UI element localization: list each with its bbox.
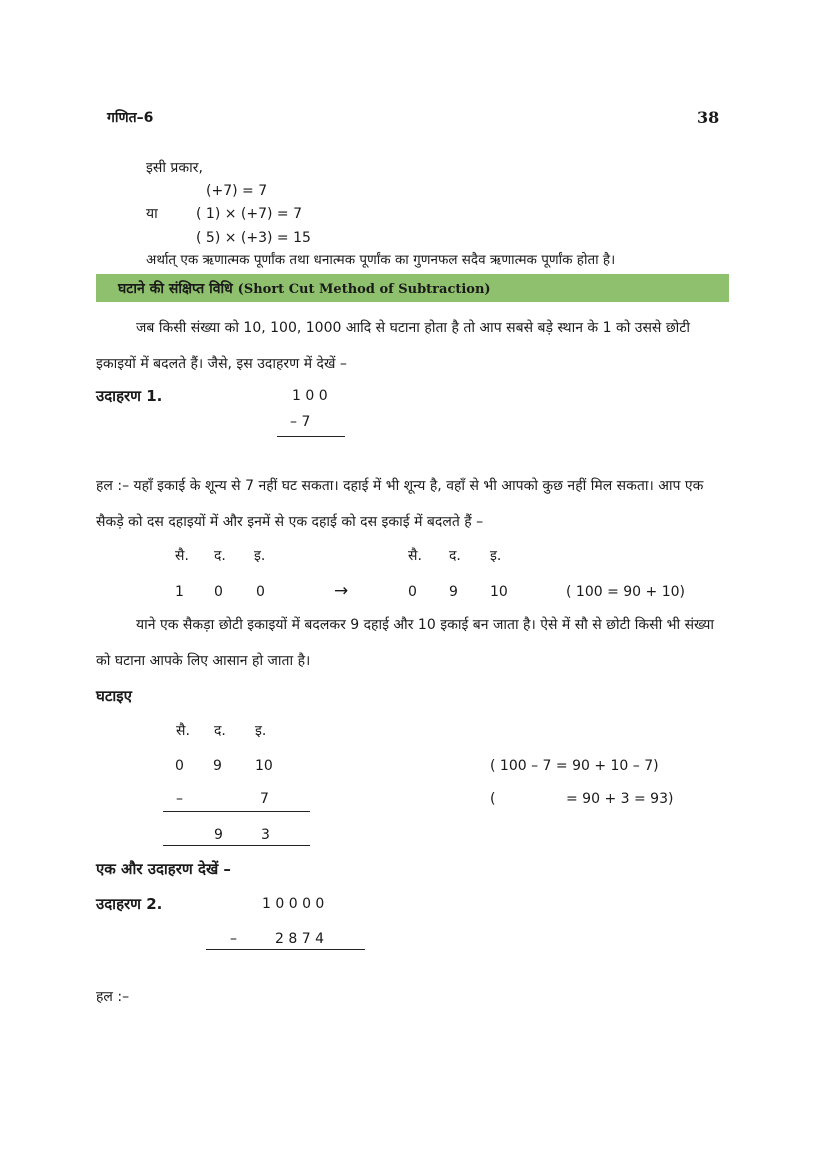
subtract-note-2: = 90 + 3 = 93) [566, 791, 674, 807]
place-header-units-2: इ. [490, 548, 502, 564]
section-title-hindi: घटाने की संक्षिप्त विधि [118, 281, 233, 297]
example-2-top-number: 1 0 0 0 0 [262, 896, 325, 912]
conclusion-text: अर्थात् एक ऋणात्मक पूर्णांक तथा धनात्मक पूर्णांक का गुणनफल सदैव ऋणात्मक पूर्णांक होता है। [146, 252, 616, 268]
conversion-right-tens: 9 [449, 584, 458, 600]
place-header-units: इ. [254, 548, 266, 564]
solution-2: हल :– [96, 989, 130, 1005]
subtract-row-hundreds: 0 [175, 758, 184, 774]
place-header-tens: द. [214, 548, 226, 564]
intro-line: इसी प्रकार, [146, 160, 203, 176]
paragraph-intro-text: जब किसी संख्या को 10, 100, 1000 आदि से घटाना होता है तो आप सबसे बड़े स्थान के 1 को उससे छोटी इकाइयों में बदलते हैं। जैसे, इस उदाहरण में देखें – [96, 320, 690, 372]
paragraph-explain-text: याने एक सैकड़ा छोटी इकाइयों में बदलकर 9 दहाई और 10 इकाई बन जाता है। ऐसे में सौ से छोटी किसी भी संख्या को घटाना आपके लिए आसान हो जाता है। [96, 617, 714, 669]
subtract-row-units: 10 [255, 758, 273, 774]
equation-1: (+7) = 7 [206, 183, 268, 199]
example-1-label: उदाहरण 1. [96, 387, 163, 405]
subtract-minus-sign: – [176, 791, 183, 807]
example-2-minus-sign: – [230, 931, 237, 947]
section-banner [96, 274, 729, 302]
solution-1 [96, 468, 729, 540]
arrow-icon: → [334, 581, 349, 601]
example-2-intro: एक और उदाहरण देखें – [96, 860, 231, 878]
example-1-subtrahend: – 7 [290, 414, 311, 430]
equation-2: ( 1) × (+7) = 7 [196, 206, 303, 222]
section-title-english: (Short Cut Method of Subtraction) [237, 282, 491, 297]
conversion-left-hundreds: 1 [175, 584, 184, 600]
conversion-left-units: 0 [256, 584, 265, 600]
example-2-label: उदाहरण 2. [96, 895, 163, 913]
subtract-rule-bottom [163, 845, 310, 846]
subtract-note-2-open: ( [490, 791, 496, 807]
solution-1-text: हल :– यहाँ इकाई के शून्य से 7 नहीं घट सकता। दहाई में भी शून्य है, वहाँ से भी आपको कुछ नहीं मिल सकता। आप एक सैकड़े को दस दहाइयों में और इनमें से एक दहाई को दस इकाई में बदलते हैं – [96, 478, 704, 530]
conversion-right-hundreds: 0 [408, 584, 417, 600]
subtract-note-1: ( 100 – 7 = 90 + 10 – 7) [490, 758, 659, 774]
header-subject: गणित–6 [107, 110, 154, 126]
subtract-result-tens: 9 [214, 827, 223, 843]
place-header-hundreds-2: सै. [408, 548, 422, 564]
subtract-header-tens: द. [214, 723, 226, 739]
subtract-row-tens: 9 [213, 758, 222, 774]
example-2-subtrahend: 2 8 7 4 [275, 931, 324, 947]
conversion-right-units: 10 [490, 584, 508, 600]
subtract-heading: घटाइए [96, 687, 132, 705]
subtract-header-hundreds: सै. [176, 723, 190, 739]
subtract-header-units: इ. [255, 723, 267, 739]
paragraph-explain [96, 607, 729, 679]
subtract-result-units: 3 [261, 827, 270, 843]
place-header-tens-2: द. [449, 548, 461, 564]
paragraph-intro [96, 310, 729, 382]
example-1-top-number: 1 0 0 [292, 388, 328, 404]
equation-3: ( 5) × (+3) = 15 [196, 230, 311, 246]
conversion-left-tens: 0 [214, 584, 223, 600]
page-number: 38 [697, 108, 720, 127]
subtract-rule-top [163, 811, 310, 812]
example-1-rule [277, 436, 345, 437]
example-2-rule [206, 949, 365, 950]
place-header-hundreds: सै. [175, 548, 189, 564]
subtract-subtrahend: 7 [260, 791, 269, 807]
conversion-note: ( 100 = 90 + 10) [566, 584, 685, 600]
equation-2-prefix: या [146, 206, 158, 222]
